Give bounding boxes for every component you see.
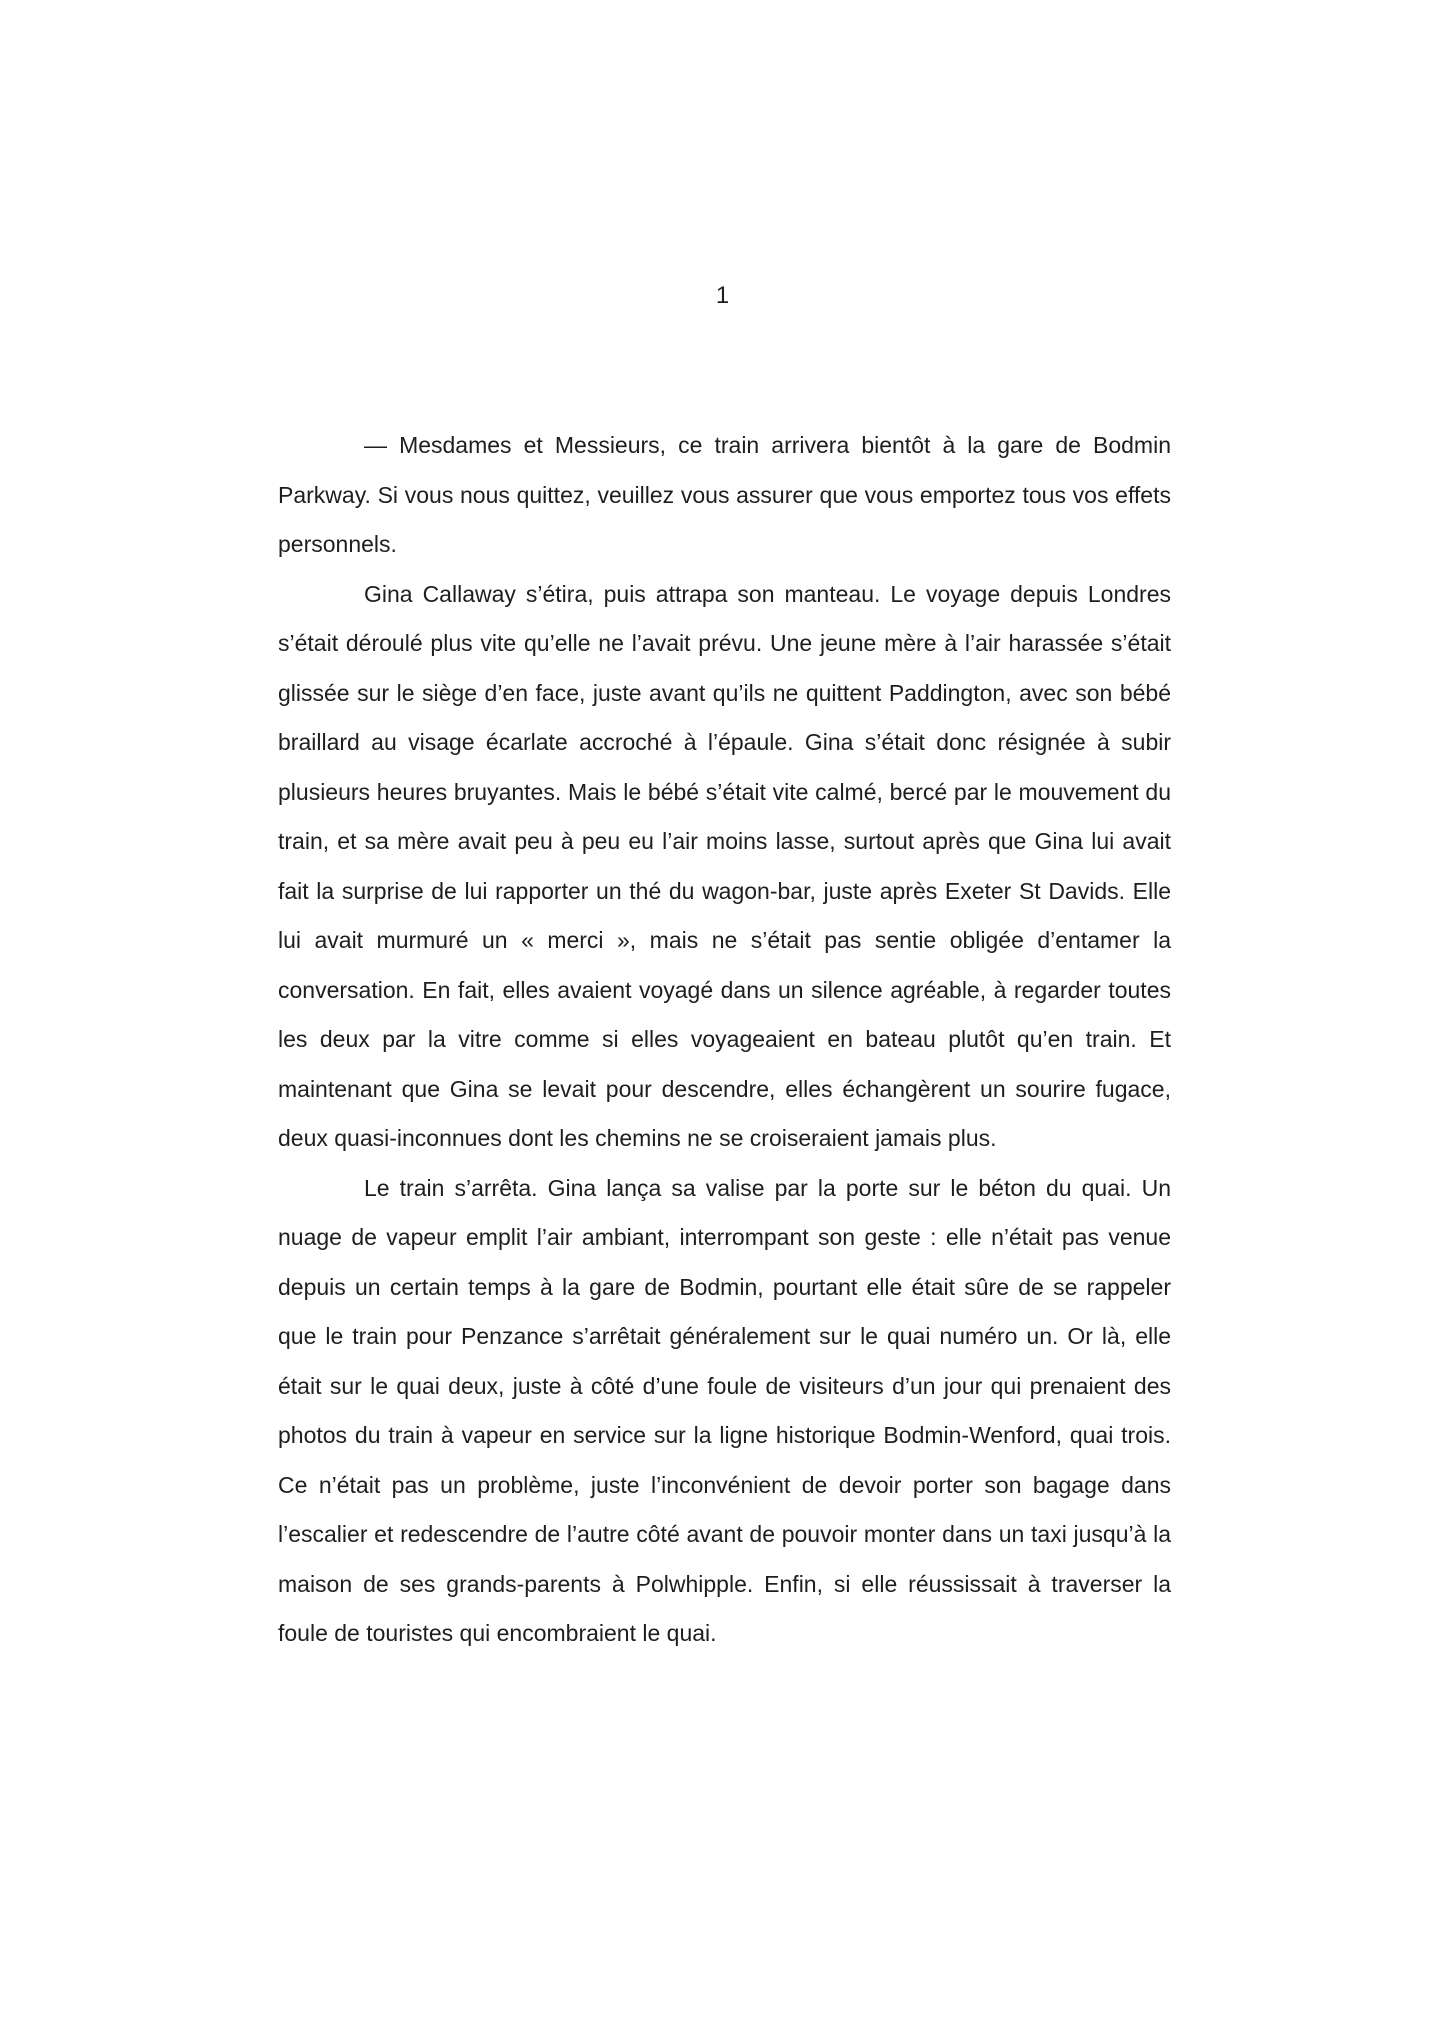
chapter-body — [278, 421, 1171, 1659]
paragraph-1: — Mesdames et Messieurs, ce train arrivera bientôt à la gare de Bodmin Parkway. Si vous nous quittez, veuillez vous assurer que vous emportez tous vos effets personnels. — [278, 432, 1171, 557]
chapter-number: 1 — [715, 282, 730, 309]
paragraph-3: Le train s’arrêta. Gina lança sa valise par la porte sur le béton du quai. Un nuage de vapeur emplit l’air ambiant, interrompant son geste : elle n’était pas venue depuis un certain temps à la gare de Bodmin, pourtant elle était sûre de se rappeler que le train pour Penzance s’arrêtait généralement sur le quai numéro un. Or là, elle était sur le quai deux, juste à côté d’une foule de visiteurs d’un jour qui prenaient des photos du train à vapeur en service sur la ligne historique Bodmin-Wenford, quai trois. Ce n’était pas un problème, juste l’inconvénient de devoir porter son bagage dans l’escalier et redescendre de l’autre côté avant de pouvoir monter dans un taxi jusqu’à la maison de ses grands-parents à Polwhipple. Enfin, si elle réussissait à traverser la foule de touristes qui encombraient le quai. — [278, 1174, 1171, 1646]
paragraph-2: Gina Callaway s’étira, puis attrapa son manteau. Le voyage depuis Londres s’était déroulé plus vite qu’elle ne l’avait prévu. Une jeune mère à l’air harassée s’était glissée sur le siège d’en face, juste avant qu’ils ne quittent Paddington, avec son bébé braillard au visage écarlate accroché à l’épaule. Gina s’était donc résignée à subir plusieurs heures bruyantes. Mais le bébé s’était vite calmé, bercé par le mouvement du train, et sa mère avait peu à peu eu l’air moins lasse, surtout après que Gina lui avait fait la surprise de lui rapporter un thé du wagon-bar, juste après Exeter St Davids. Elle lui avait murmuré un « merci », mais ne s’était pas sentie obligée d’entamer la conversation. En fait, elles avaient voyagé dans un silence agréable, à regarder toutes les deux par la vitre comme si elles voyageaient en bateau plutôt qu’en train. Et maintenant que Gina se levait pour descendre, elles échangèrent un sourire fugace, deux quasi-inconnues dont les chemins ne se croiseraient jamais plus. — [278, 580, 1171, 1151]
